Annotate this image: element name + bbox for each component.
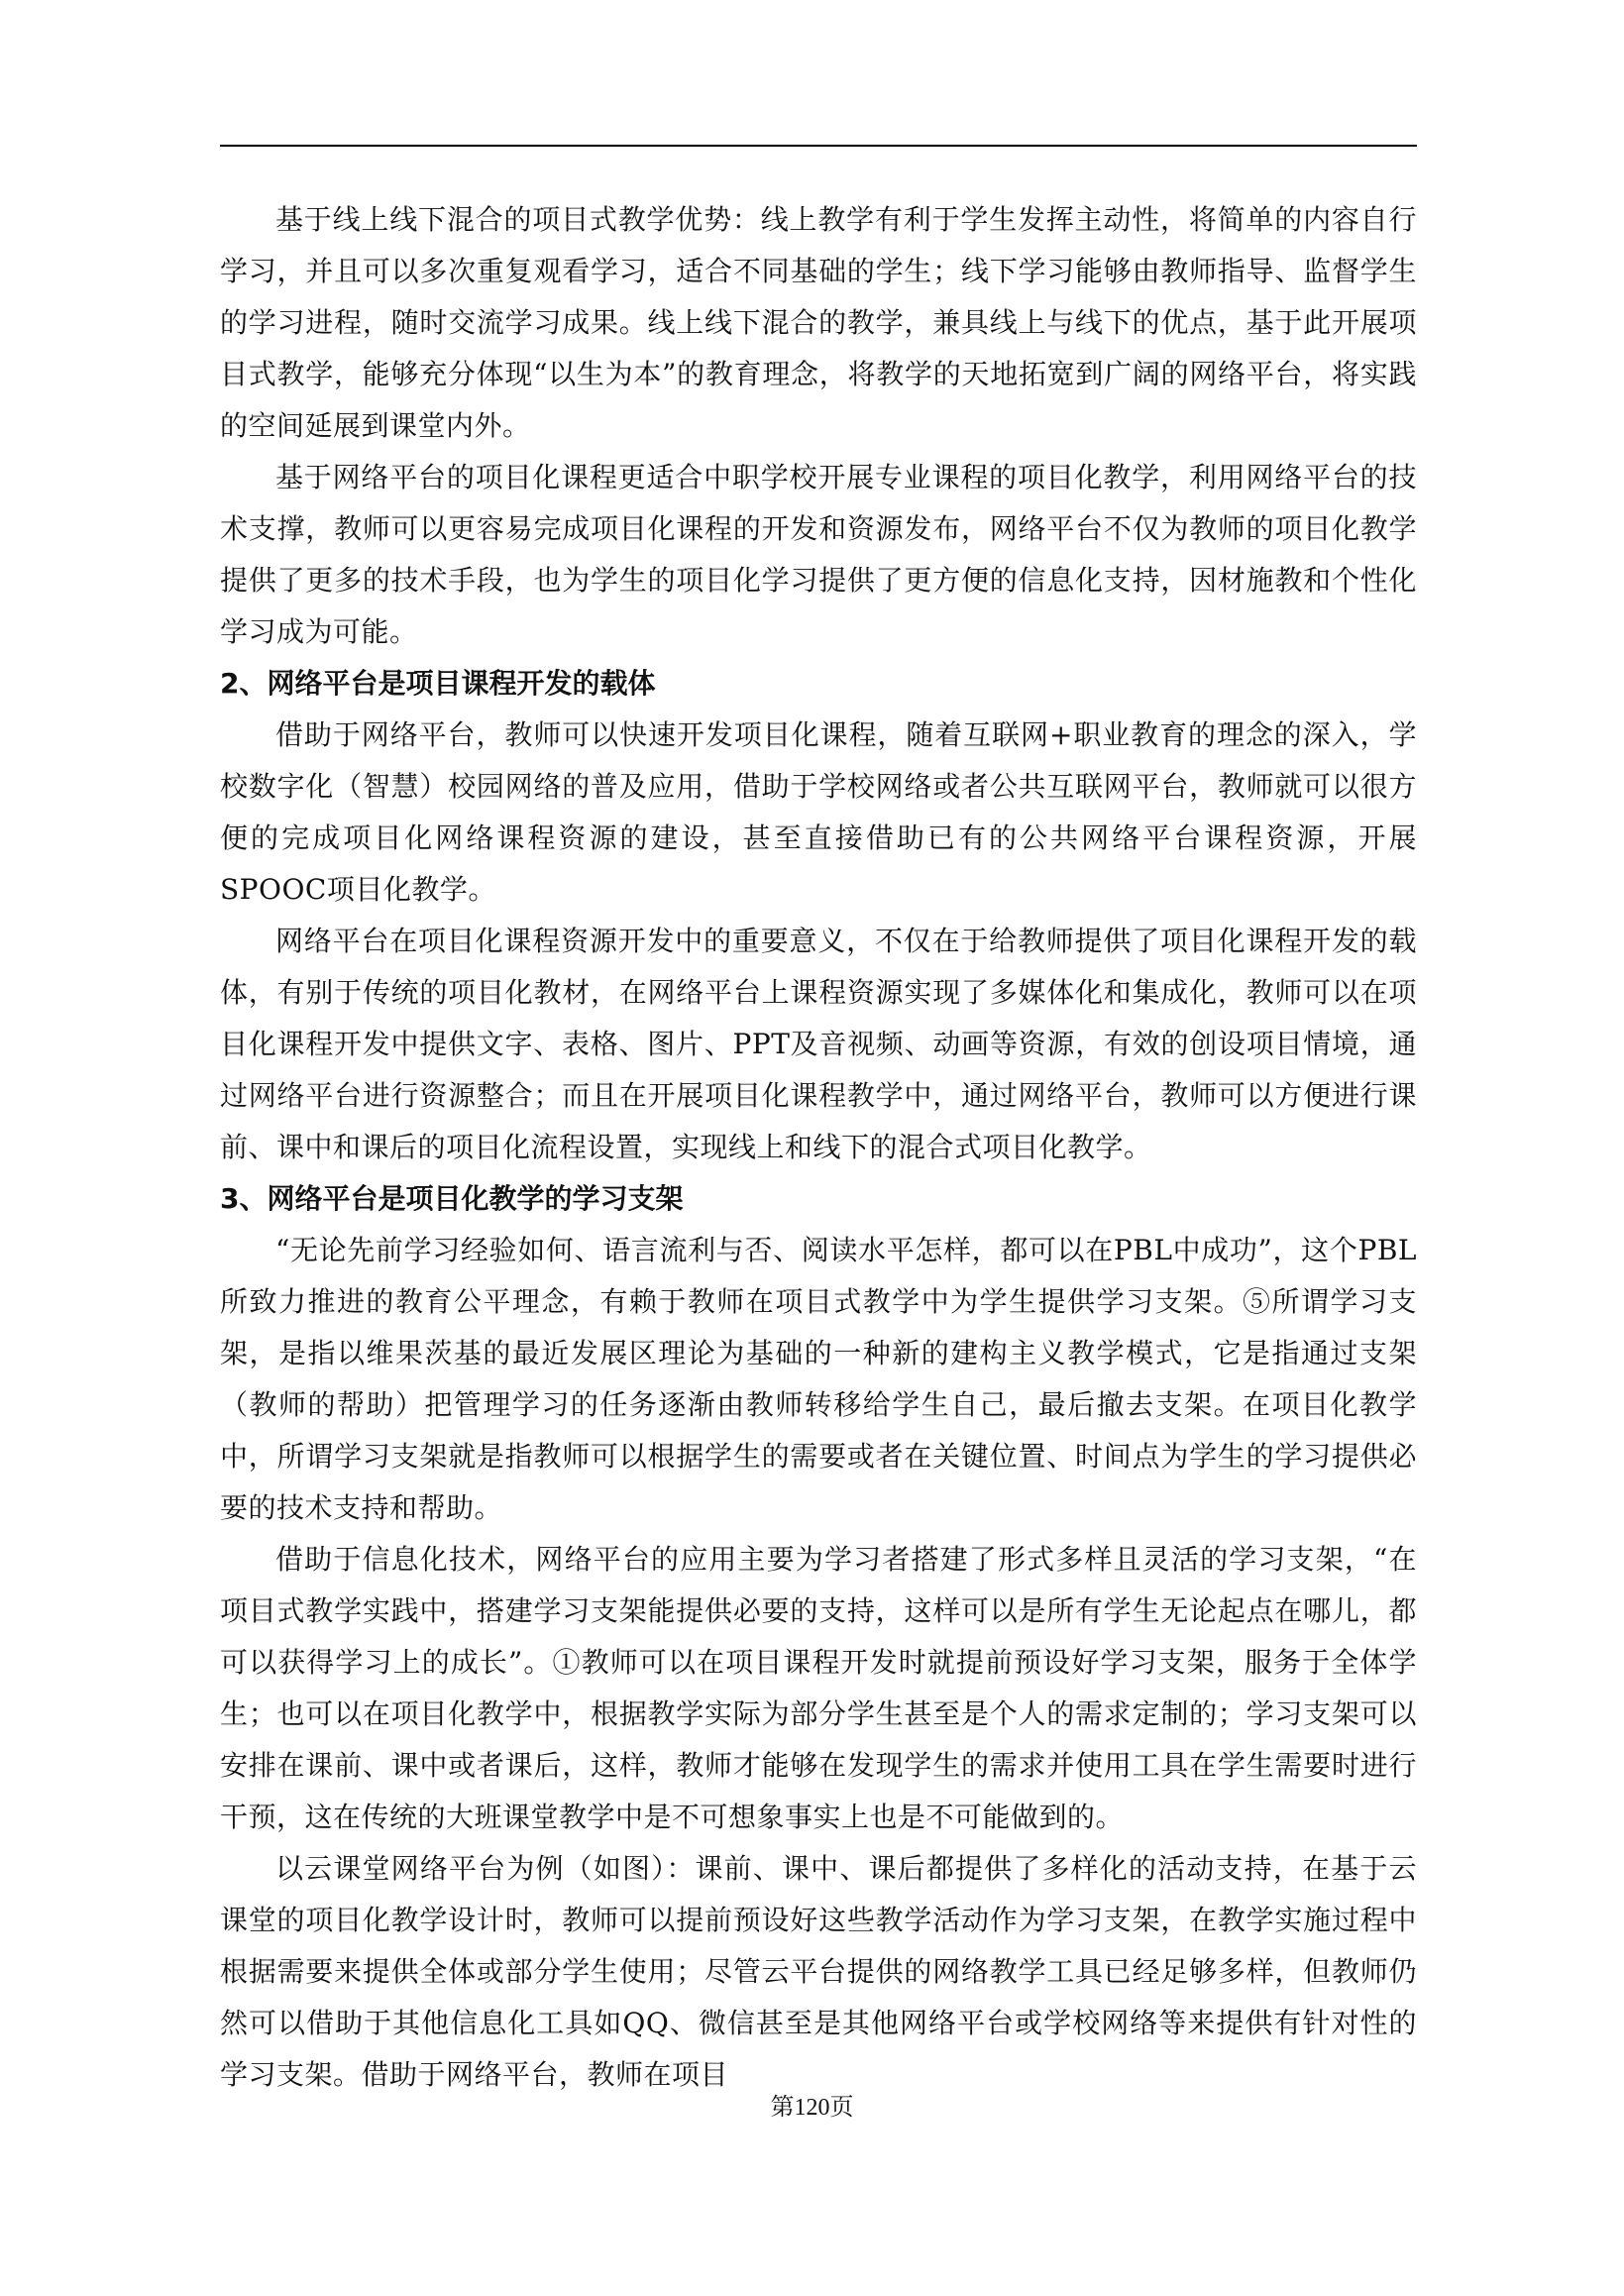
page-number: 第120页 xyxy=(770,2095,854,2121)
section-heading-2: 2、网络平台是项目课程开发的载体 xyxy=(220,667,656,700)
page-body xyxy=(220,194,1417,2101)
paragraph-cloud-classroom: 以云课堂网络平台为例（如图）：课前、课中、课后都提供了多样化的活动支持，在基于云课堂的项目化教学设计时，教师可以提前预设好这些教学活动作为学习支架，在教学实施过程中根据需要来提供全体或部分学生使用；尽管云平台提供的网络教学工具已经足够多样，但教师仍然可以借助于其他信息化工具如QQ、微信甚至是其他网络平台或学校网络等来提供有针对性的学习支架。借助于网络平台，教师在项目 xyxy=(220,1852,1417,2091)
header-rule xyxy=(220,145,1417,147)
paragraph-resource-significance: 网络平台在项目化课程资源开发中的重要意义，不仅在于给教师提供了项目化课程开发的载体，有别于传统的项目化教材，在网络平台上课程资源实现了多媒体化和集成化，教师可以在项目化课程开发中提供文字、表格、图片、PPT及音视频、动画等资源，有效的创设项目情境，通过网络平台进行资源整合；而且在开展项目化课程教学中，通过网络平台，教师可以方便进行课前、课中和课后的项目化流程设置，实现线上和线下的混合式项目化教学。 xyxy=(220,925,1417,1163)
paragraph-rapid-development: 借助于网络平台，教师可以快速开发项目化课程，随着互联网+职业教育的理念的深入，学校数字化（智慧）校园网络的普及应用，借助于学校网络或者公共互联网平台，教师就可以很方便的完成项目化网络课程资源的建设，甚至直接借助已有的公共网络平台课程资源，开展SPOOC项目化教学。 xyxy=(220,718,1417,906)
paragraph-blended-advantages: 基于线上线下混合的项目式教学优势：线上教学有利于学生发挥主动性，将简单的内容自行学习，并且可以多次重复观看学习，适合不同基础的学生；线下学习能够由教师指导、监督学生的学习进程，随时交流学习成果。线上线下混合的教学，兼具线上与线下的优点，基于此开展项目式教学，能够充分体现“以生为本”的教育理念，将教学的天地拓宽到广阔的网络平台，将实践的空间延展到课堂内外。 xyxy=(220,203,1417,442)
paragraph-it-scaffold: 借助于信息化技术，网络平台的应用主要为学习者搭建了形式多样且灵活的学习支架，“在项目式教学实践中，搭建学习支架能提供必要的支持，这样可以是所有学生无论起点在哪儿，都可以获得学习上的成长”。①教师可以在项目课程开发时就提前预设好学习支架，服务于全体学生；也可以在项目化教学中，根据教学实际为部分学生甚至是个人的需求定制的；学习支架可以安排在课前、课中或者课后，这样，教师才能够在发现学生的需求并使用工具在学生需要时进行干预，这在传统的大班课堂教学中是不可想象事实上也是不可能做到的。 xyxy=(220,1543,1417,1833)
paragraph-pbl-scaffold: “无论先前学习经验如何、语言流利与否、阅读水平怎样，都可以在PBL中成功”，这个PBL所致力推进的教育公平理念，有赖于教师在项目式教学中为学生提供学习支架。⑤所谓学习支架，是指以维果茨基的最近发展区理论为基础的一种新的建构主义教学模式，它是指通过支架（教师的帮助）把管理学习的任务逐渐由教师转移给学生自己，最后撤去支架。在项目化教学中，所谓学习支架就是指教师可以根据学生的需要或者在关键位置、时间点为学生的学习提供必要的技术支持和帮助。 xyxy=(220,1234,1417,1524)
paragraph-platform-projects: 基于网络平台的项目化课程更适合中职学校开展专业课程的项目化教学，利用网络平台的技术支撑，教师可以更容易完成项目化课程的开发和资源发布，网络平台不仅为教师的项目化教学提供了更多的技术手段，也为学生的项目化学习提供了更方便的信息化支持，因材施教和个性化学习成为可能。 xyxy=(220,461,1417,648)
section-heading-3: 3、网络平台是项目化教学的学习支架 xyxy=(220,1182,684,1215)
